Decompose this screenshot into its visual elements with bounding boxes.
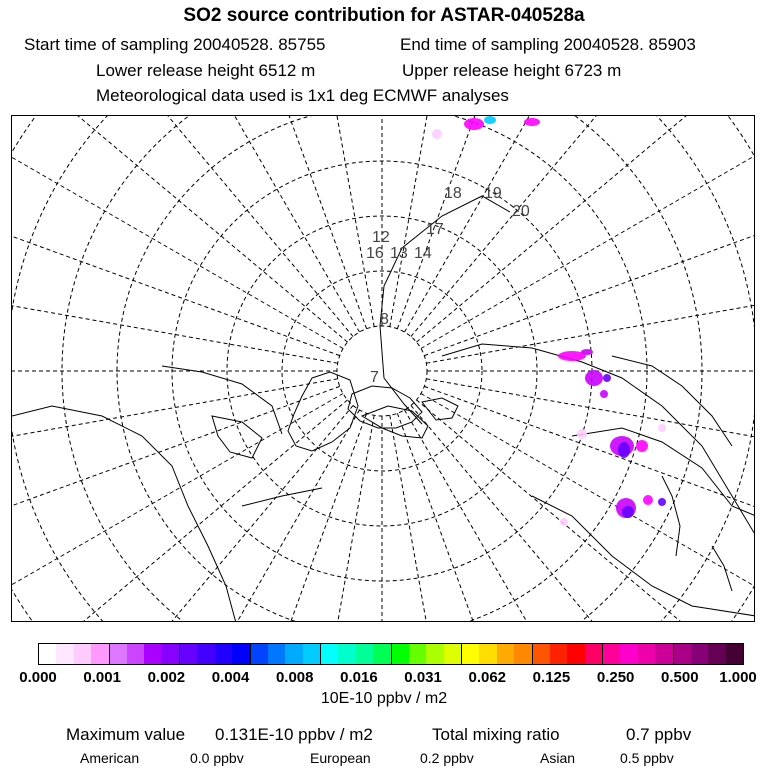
meridian-line (143, 413, 367, 622)
colorbar-swatch (550, 644, 567, 664)
colorbar-tick-label: 0.002 (147, 669, 186, 686)
meridian-line (12, 132, 340, 356)
trajectory-hour-label: 18 (444, 185, 462, 202)
meridian-line (416, 116, 755, 342)
colorbar-tick-label: 0.001 (83, 669, 121, 686)
plume-patch (636, 440, 648, 452)
colorbar-swatch (603, 644, 620, 664)
colorbar-swatch (338, 644, 355, 664)
plume-patch (600, 390, 608, 398)
meridian-line (12, 116, 343, 349)
colorbar-swatch (567, 644, 584, 664)
colorbar-swatch (215, 644, 232, 664)
colorbar-swatch (180, 644, 197, 664)
meridian-line (12, 116, 348, 342)
colorbar-swatch (56, 644, 73, 664)
colorbar-swatch (708, 644, 725, 664)
meridian-line (424, 132, 755, 356)
trajectory-hour-label: 16 (366, 245, 384, 262)
region-name-asian: Asian (540, 750, 576, 766)
end-time: End time of sampling 20040528. 85903 (400, 35, 696, 54)
colorbar-swatch (144, 644, 161, 664)
colorbar-swatch (409, 644, 426, 664)
colorbar-tick-label: 0.500 (661, 669, 699, 686)
plume-patch (658, 498, 666, 506)
plume-patch (560, 518, 568, 526)
colorbar-swatch (127, 644, 144, 664)
meridian-line (424, 386, 755, 610)
region-name-american: American (80, 750, 140, 766)
meridian-line (12, 249, 338, 363)
trajectory-hour-label: 19 (484, 185, 502, 202)
colorbar-swatch (514, 644, 532, 664)
plume-patch (603, 374, 611, 382)
colorbar-swatch (479, 644, 496, 664)
plume-patch (432, 129, 442, 139)
polar-map (11, 115, 755, 622)
colorbar-swatch (321, 644, 338, 664)
colorbar-swatch (162, 644, 180, 664)
meridian-line (260, 415, 374, 622)
plume-patch (581, 349, 593, 355)
plume-patch (622, 506, 634, 518)
colorbar-swatch (726, 644, 743, 664)
total-mixing-ratio-label: Total mixing ratio (432, 725, 560, 744)
meteorological-data-note: Meteorological data used is 1x1 deg ECMWF analyses (96, 86, 509, 105)
colorbar-swatch (585, 644, 603, 664)
total-mixing-ratio-value: 0.7 ppbv (626, 725, 692, 744)
trajectory-hour-label: 7 (370, 369, 379, 386)
colorbar-swatch (39, 644, 56, 664)
colorbar-swatch (392, 644, 409, 664)
colorbar-tick-label: 0.062 (468, 669, 507, 686)
colorbar-swatch (197, 644, 214, 664)
colorbar-swatch (232, 644, 250, 664)
colorbar-swatch (91, 644, 109, 664)
coastline-scandinavia (362, 406, 428, 438)
colorbar-swatch (655, 644, 673, 664)
colorbar-tick-label: 0.004 (211, 669, 250, 686)
meridian-line (12, 386, 340, 610)
meridian-line (390, 415, 504, 622)
trajectory-hour-label: 20 (512, 203, 530, 220)
colorbar-swatch (426, 644, 443, 664)
coastline-north-africa (242, 488, 322, 506)
coastline-north-america-arctic (162, 366, 282, 434)
colorbar-swatch (251, 644, 268, 664)
maximum-value: 0.131E-10 ppbv / m2 (215, 725, 373, 744)
plume-patch (658, 424, 666, 432)
colorbar-swatch (303, 644, 321, 664)
colorbar-unit: 10E-10 ppbv / m2 (320, 690, 448, 707)
coastline-arctic-islands (422, 398, 458, 420)
colorbar-tick-label: 0.000 (19, 669, 57, 686)
region-value-asian: 0.5 ppbv (620, 750, 674, 766)
plume-patch (524, 118, 540, 126)
colorbar-tick-label: 0.250 (596, 669, 635, 686)
figure-title: SO2 source contribution for ASTAR-040528a (183, 5, 585, 26)
colorbar-swatch (356, 644, 373, 664)
colorbar-swatch (533, 644, 550, 664)
colorbar-swatch (268, 644, 285, 664)
coastline-canada-islands (212, 416, 262, 458)
plume-patch (484, 116, 496, 124)
upper-release-height: Upper release height 6723 m (402, 61, 622, 80)
plume-patch (577, 429, 587, 439)
meridian-line (12, 400, 348, 622)
colorbar-swatch (285, 644, 302, 664)
colorbar-swatch (691, 644, 708, 664)
plume-patch (464, 118, 484, 130)
trajectory-hour-label: 8 (380, 311, 389, 328)
trajectory-hour-label: 13 (390, 245, 408, 262)
region-value-european: 0.2 ppbv (420, 750, 474, 766)
meridian-line (12, 379, 338, 493)
coastlines (12, 344, 755, 622)
coastline-north-america-west (12, 406, 236, 622)
maximum-value-label: Maximum value (66, 725, 186, 744)
colorbar-tick-label: 0.016 (340, 669, 378, 686)
colorbar-swatch (462, 644, 479, 664)
meridian-line (32, 410, 360, 622)
meridian-line (405, 410, 733, 622)
trajectory-hour-label: 17 (426, 221, 444, 238)
polar-map-svg (12, 116, 755, 622)
colorbar-swatch (74, 644, 91, 664)
meridian-line (397, 413, 621, 622)
colorbar-swatch (497, 644, 514, 664)
colorbar (38, 643, 744, 665)
meridian-line (143, 116, 367, 329)
coastline-kamchatka (662, 476, 680, 556)
colorbar-tick-label: 0.008 (275, 669, 314, 686)
region-value-american: 0.0 ppbv (190, 750, 244, 766)
region-name-european: European (310, 750, 371, 766)
start-time: Start time of sampling 20040528. 85755 (24, 35, 326, 54)
colorbar-swatch (620, 644, 637, 664)
coastline-japan (712, 546, 732, 591)
colorbar-swatch (674, 644, 691, 664)
colorbar-swatch (110, 644, 127, 664)
coastline-alaska (612, 356, 732, 446)
colorbar-swatch (444, 644, 462, 664)
colorbar-swatch (373, 644, 391, 664)
so2-plume (432, 116, 666, 526)
trajectory-hour-label: 12 (372, 229, 390, 246)
plume-patch (643, 495, 653, 505)
trajectory-hour-label: 14 (414, 245, 432, 262)
colorbar-tick-label: 0.031 (404, 669, 442, 686)
lower-release-height: Lower release height 6512 m (96, 61, 316, 80)
plume-patch (585, 370, 603, 386)
colorbar-swatch (638, 644, 655, 664)
colorbar-tick-label: 0.125 (532, 669, 571, 686)
colorbar-tick-label: 1.000 (719, 669, 757, 686)
plume-patch (618, 442, 630, 458)
